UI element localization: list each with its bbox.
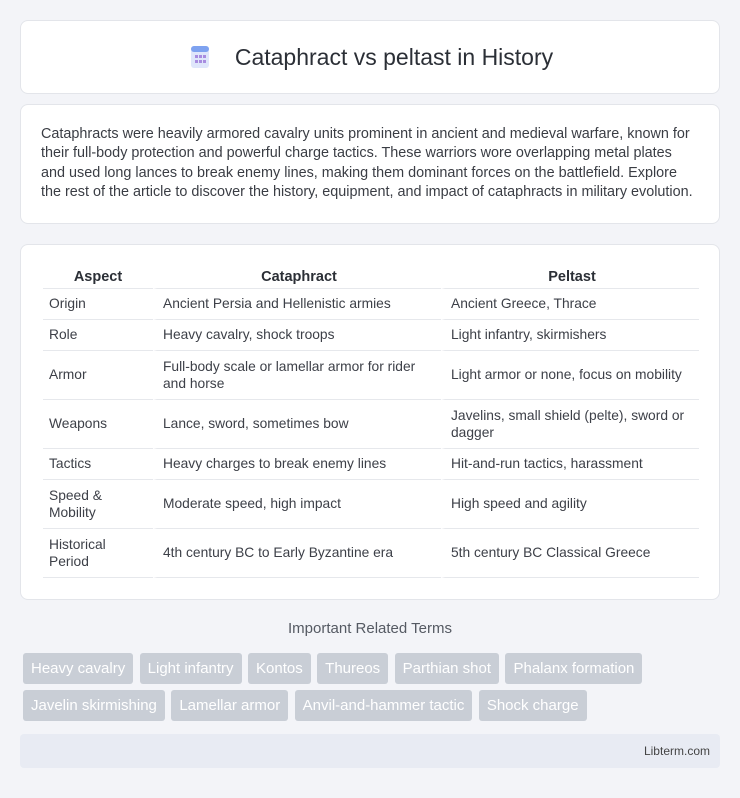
cell-aspect: Tactics (43, 449, 153, 480)
footer-site-link[interactable]: Libterm.com (643, 744, 710, 758)
tag-thureos[interactable]: Thureos (317, 653, 388, 684)
comparison-table-card (20, 244, 720, 600)
tag-heavy-cavalry[interactable]: Heavy cavalry (23, 653, 133, 684)
related-terms-list (23, 653, 723, 727)
cell-aspect: Role (43, 320, 153, 351)
table-row (43, 480, 699, 529)
tag-parthian-shot[interactable]: Parthian shot (395, 653, 499, 684)
tag-phalanx-formation[interactable]: Phalanx formation (505, 653, 642, 684)
table-row (43, 529, 699, 578)
cell-cataphract: 4th century BC to Early Byzantine era (153, 529, 441, 578)
tag-light-infantry[interactable]: Light infantry (140, 653, 242, 684)
table-header-row (43, 265, 699, 289)
cell-aspect: Speed & Mobility (43, 480, 153, 529)
document-icon (187, 44, 213, 70)
header-peltast: Peltast (441, 265, 699, 289)
table-row (43, 289, 699, 320)
page-title: Cataphract vs peltast in History (234, 43, 554, 70)
cell-cataphract: Full-body scale or lamellar armor for rider and horse (153, 351, 441, 400)
cell-cataphract: Heavy cavalry, shock troops (153, 320, 441, 351)
cell-aspect: Origin (43, 289, 153, 320)
cell-peltast: Ancient Greece, Thrace (441, 289, 699, 320)
cell-peltast: Light infantry, skirmishers (441, 320, 699, 351)
table-row (43, 351, 699, 400)
intro-card (20, 104, 720, 224)
cell-peltast: High speed and agility (441, 480, 699, 529)
tag-anvil-and-hammer-tactic[interactable]: Anvil-and-hammer tactic (295, 690, 473, 721)
header-cataphract: Cataphract (153, 265, 441, 289)
cell-peltast: 5th century BC Classical Greece (441, 529, 699, 578)
tag-kontos[interactable]: Kontos (248, 653, 311, 684)
header-card (20, 20, 720, 94)
cell-cataphract: Ancient Persia and Hellenistic armies (153, 289, 441, 320)
tag-javelin-skirmishing[interactable]: Javelin skirmishing (23, 690, 165, 721)
intro-paragraph: Cataphracts were heavily armored cavalry units prominent in ancient and medieval warfare, known for their full-body protection and powerful charge tactics. These warriors wore overlapping metal plates and used long lances to break enemy lines, making them dominant forces on the battlefield. Explore the rest of the article to discover the history, equipment, and impact of cataphracts in military evolution. (41, 126, 693, 201)
header-aspect: Aspect (43, 265, 153, 289)
cell-cataphract: Moderate speed, high impact (153, 480, 441, 529)
title-wrap (187, 44, 553, 71)
cell-aspect: Armor (43, 351, 153, 400)
tag-shock-charge[interactable]: Shock charge (479, 690, 587, 721)
tag-lamellar-armor[interactable]: Lamellar armor (171, 690, 288, 721)
cell-cataphract: Heavy charges to break enemy lines (153, 449, 441, 480)
table-row (43, 320, 699, 351)
related-terms-title: Important Related Terms (288, 620, 452, 637)
cell-peltast: Hit-and-run tactics, harassment (441, 449, 699, 480)
table-row (43, 449, 699, 480)
cell-cataphract: Lance, sword, sometimes bow (153, 400, 441, 449)
cell-peltast: Light armor or none, focus on mobility (441, 351, 699, 400)
cell-aspect: Weapons (43, 400, 153, 449)
cell-aspect: Historical Period (43, 529, 153, 578)
comparison-table (43, 265, 699, 578)
table-row (43, 400, 699, 449)
cell-peltast: Javelins, small shield (pelte), sword or dagger (441, 400, 699, 449)
footer (20, 734, 720, 768)
